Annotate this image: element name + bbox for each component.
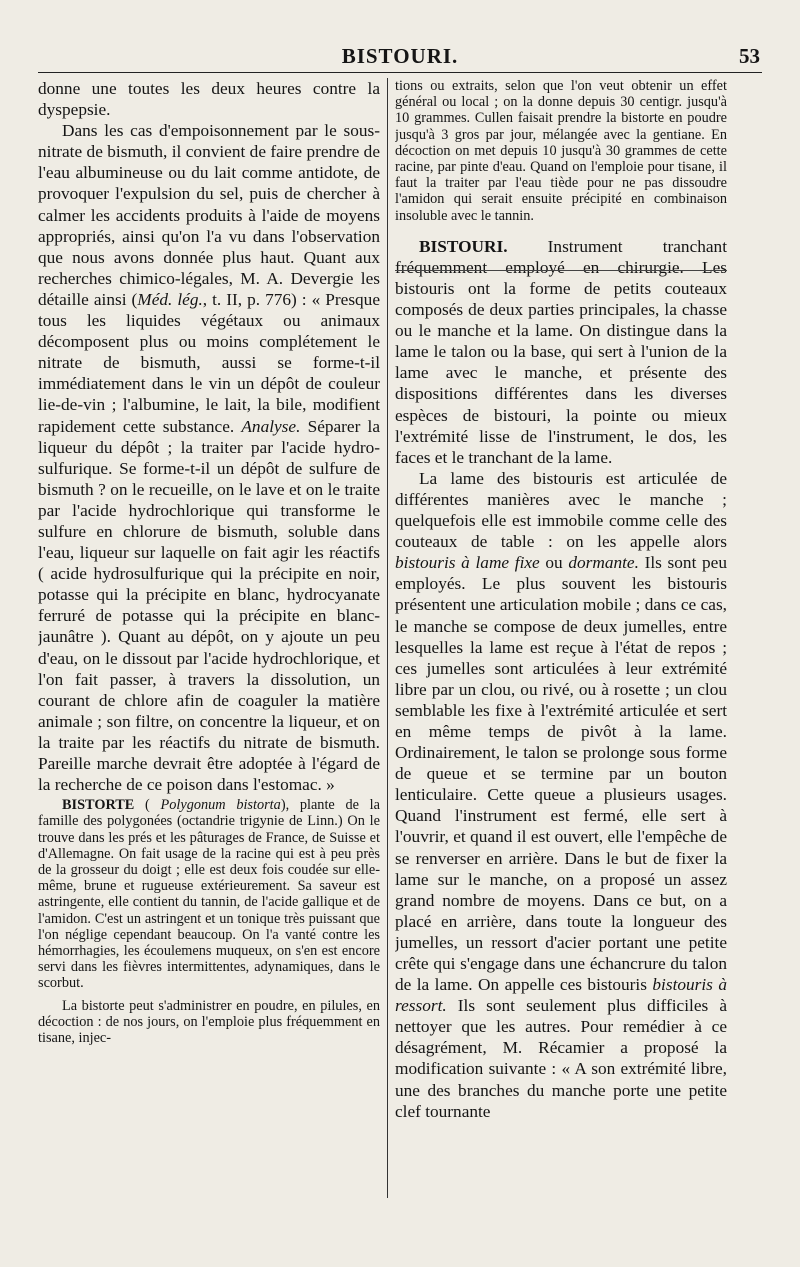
analyse-text: Séparer la liqueur du dépôt ; la traiter par l'acide hydro-sulfurique. Se forme-t-il un dépôt de sulfure de bismuth ? on le recueille, on le lave et on le traite par l'acide hydrochlorique qui transforme le sulfure en chlorure de bismuth, soluble dans l'eau, liqueur sur laquelle on fait agir les réactifs ( acide hydrosulfurique qui la précipite en noir, potasse qui la précipite en blanc, hydrocyanate ferruré de potasse qui la précipite en blanc-jaunâtre ). Quant au dépôt, on y ajoute un peu d'eau, on le dissout par l'acide hydrochlorique, et l'on fait passer, à travers la dissolution, un courant de chlore afin de coaguler la matière animale ; son filtre, on concentre la liqueur, et on la traite par les réactifs du nitrate de bismuth. Pareille marche devrait être adoptée à l'égard de la recherche de ce poison dans l'estomac. » [38, 416, 380, 795]
header-rule [38, 72, 762, 73]
page-number: 53 [739, 44, 760, 68]
term-fixed-blade: bistouris à lame fixe [395, 553, 540, 573]
citation-title: Méd. lég. [137, 289, 203, 309]
poisoning-text: Dans les cas d'empoisonnement par le sous-nitrate de bismuth, il convient de faire prendre de l'eau albumineuse ou du lait comme antidote, de provoquer l'expulsion du sel, puis de chercher à calmer les accidents produits à l'aide de moyens appropriés, ainsi qu'on l'a vu dans l'observation que nous avons donnée plus haut. Quant aux recherches chimico-légales, M. A. Devergie les détaille ainsi ( [38, 121, 380, 309]
term-spring-bistouri: bistouris à ressort. [395, 975, 727, 1016]
right-column [395, 78, 727, 1122]
conjunction-ou: ou [539, 553, 569, 573]
bistorte-headword: BISTORTE [62, 797, 135, 814]
bistorte-continuation: tions ou extraits, selon que l'on veut obtenir un effet général ou local ; on la donne depuis 30 centigr. jusqu'à 10 grammes. Cullen faisait prendre la bistorte en poudre jusqu'à 3 gros par jour, mélangée avec la gentiane. En décoction on met depuis 10 jusqu'à 30 grammes de cette racine, par pinte d'eau. Quand on l'emploie pour tisane, il faut la traiter par l'eau tiède pour ne pas dissoudre l'amidon qui serait ensuite précipité en combinaison insoluble avec le tannin. [395, 78, 727, 224]
blade-text-1: La lame des bistouris est articulée de différentes manières avec le manche ; quelquefois elle est immobile comme celle des couteaux de table : on les appelle alors [395, 468, 727, 552]
running-title: BISTOURI. [341, 44, 459, 68]
blade-paragraph [395, 468, 727, 1122]
bistorte-usage-paragraph: La bistorte peut s'administrer en poudre, en pilules, en décoction : de nos jours, on l'emploie plus fréquemment en tisane, injec- [38, 997, 380, 1047]
bistorte-latin-name: Polygonum bistorta [160, 797, 281, 814]
term-dormante: dormante. [568, 553, 639, 573]
quote-text: , p. 776) : « Presque tous les liquides végétaux ou animaux décomposent plus ou moins complétement le nitrate de bismuth, aussi se forme-t-il immédiatement dans le vin un dépôt de couleur lie-de-vin ; l'albumine, le lait, la bile, modifient rapidement cette substance. [38, 289, 380, 436]
left-column [38, 78, 380, 1046]
column-divider [387, 78, 388, 1198]
bistouri-definition: Instrument tranchant fréquemment employé en chirurgie. Les bistouris ont la forme de petits couteaux composés de deux parties principales, la chasse ou le manche et la lame. On distingue dans la lame le talon ou la base, qui sert à l'union de la lame avec le manche, et présente des dispositions différentes dans les diverses espèces de bistouri, la pointe ou mieux l'extrémité lisse de l'instrument, le dos, les faces et le tranchant de la lame. [395, 236, 727, 467]
citation-volume: II [226, 289, 238, 309]
blade-text-3: Ils sont seulement plus difficiles à nettoyer que les autres. Pour remédier à ce désagrément, M. Récamier a proposé la modification suivante : « A son extrémité libre, une des branches du manche porte une petite clef tournante [395, 996, 727, 1121]
bistorte-entry: BISTORTE ( Polygonum bistorta), plante de la famille des polygonées (octandrie trigynie de Linn.) On le trouve dans les prés et les pâturages de France, de Suisse et d'Allemagne. On fait usage de la racine qui est à peu près de la grosseur du doigt ; elle est deux fois coudée sur elle-même, brune et rugueuse extérieurement. Sa saveur est astringente, elle contient du tannin, de l'acide gallique et de l'amidon. C'est un astringent et un tonique très puissant que l'on néglige cependant beaucoup. On l'a vanté contre les hémorrhagies, les écoulemens muqueux, on s'en est encore servi dans les fièvres intermittentes, adynamiques, dans le scorbut. [38, 797, 380, 992]
poisoning-paragraph [38, 120, 380, 795]
analyse-label: Analyse. [241, 416, 301, 436]
bistouri-headword: BISTOURI. [419, 236, 508, 256]
running-head [0, 40, 800, 70]
blade-text-2: Ils sont peu employés. Le plus souvent les bistouris présentent une articulation mobile ; dans ce cas, le manche se compose de deux jumelles, entre lesquelles la lame est reçue à l'état de repos ; ces jumelles sont articulées à leur extrémité libre par un clou, ou rivé, ou à rosette ; un clou semblable les fixe à l'extrémité articulée et sert en même temps de pivôt à la lame. Ordinairement, le talon se prolonge sous forme de queue et se termine par un bouton lenticulaire. Cette queue a plusieurs usages. Quand l'instrument est fermé, elle sert à l'ouvrir, et quand il est ouvert, elle l'empêche de se renverser en arrière. Dans le but de fixer la lame sur le manche, on a proposé un assez grand nombre de moyens. Dans ce but, on a placé en arrière, dans toute la longueur des jumelles, un ressort d'acier portant une petite crête qui s'engage dans une échancrure du talon de la lame. On appelle ces bistouris [395, 553, 727, 995]
citation-text: , t. [202, 289, 227, 309]
entry-separator-rule [395, 270, 727, 271]
continuation-paragraph: donne une toutes les deux heures contre la dyspepsie. [38, 79, 380, 120]
bistorte-description: ), plante de la famille des polygonées (octandrie trigynie de Linn.) On le trouve dans les prés et les pâturages de France, de Suisse et d'Allemagne. On fait usage de la racine qui est à peu près de la grosseur du doigt ; elle est deux fois coudée sur elle-même, brune et rugueuse extérieurement. Sa saveur est astringente, elle contient du tannin, de l'acide gallique et de l'amidon. C'est un astringent et un tonique très puissant que l'on néglige cependant beaucoup. On l'a vanté contre les hémorrhagies, les écoulemens muqueux, on s'en est encore servi dans les fièvres intermittentes, adynamiques, dans le scorbut. [38, 797, 380, 992]
